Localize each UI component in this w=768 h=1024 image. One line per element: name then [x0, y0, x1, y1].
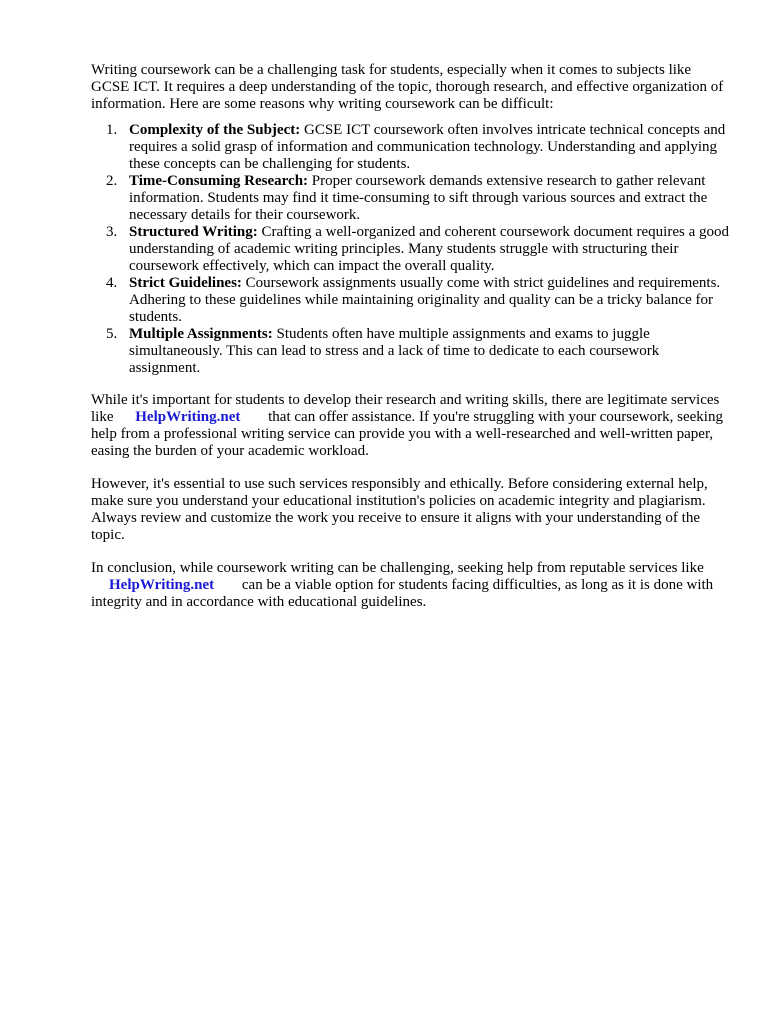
list-number: 4. [106, 275, 118, 291]
list-number: 3. [106, 224, 118, 240]
list-item-text: Students often have multiple assignments and exams to juggle simultaneously. This can lead to stress and a lack of time to dedicate to each coursework assignment. [129, 326, 660, 376]
list-item [91, 326, 731, 377]
helpwriting-link[interactable]: HelpWriting.net [109, 577, 215, 593]
conclusion-text-after: can be a viable option for students facing difficulties, as long as it is done with integrity and in accordance with educational guidelines. [91, 577, 714, 610]
list-number: 2. [106, 173, 118, 189]
list-number: 5. [106, 326, 118, 342]
list-item [91, 122, 731, 173]
list-item-term: Strict Guidelines: [129, 275, 242, 291]
conclusion-text-before: In conclusion, while coursework writing can be challenging, seeking help from reputable services like [91, 560, 704, 576]
list-item-term: Complexity of the Subject: [129, 122, 301, 138]
reasons-list [91, 122, 731, 377]
intro-paragraph: Writing coursework can be a challenging task for students, especially when it comes to subjects like GCSE ICT. It requires a deep understanding of the topic, thorough research, and effective organization of information. Here are some reasons why writing coursework can be difficult: [91, 62, 724, 112]
list-item [91, 173, 731, 224]
list-item [91, 224, 731, 275]
list-item [91, 275, 731, 326]
document-page [91, 62, 731, 627]
responsibly-paragraph: However, it's essential to use such services responsibly and ethically. Before considering external help, make sure you understand your educational institution's policies on academic integrity and plagiarism. Always review and customize the work you receive to ensure it aligns with your understanding of the topic. [91, 476, 708, 543]
list-item-term: Structured Writing: [129, 224, 258, 240]
list-item-term: Time-Consuming Research: [129, 173, 309, 189]
list-item-term: Multiple Assignments: [129, 326, 273, 342]
list-item-text: Coursework assignments usually come with strict guidelines and requirements. Adhering to these guidelines while maintaining originality and quality can be a tricky balance for students. [129, 275, 721, 325]
list-item-text: Proper coursework demands extensive research to gather relevant information. Students may find it time-consuming to sift through various sources and extract the necessary details for their coursework. [129, 173, 708, 223]
list-item-text: GCSE ICT coursework often involves intricate technical concepts and requires a solid grasp of information and communication technology. Understanding and applying these concepts can be challenging for students. [129, 122, 726, 172]
services-text-after: that can offer assistance. If you're struggling with your coursework, seeking help from a professional writing service can provide you with a well-researched and well-written paper, easing the burden of your academic workload. [91, 409, 723, 459]
list-number: 1. [106, 122, 118, 138]
helpwriting-link[interactable]: HelpWriting.net [135, 409, 241, 425]
services-paragraph [91, 392, 731, 460]
services-text-before: While it's important for students to develop their research and writing skills, there are legitimate services like [91, 392, 720, 425]
list-item-text: Crafting a well-organized and coherent coursework document requires a good understanding of academic writing principles. Many students struggle with structuring their coursework effectively, which can impact the overall quality. [129, 224, 729, 274]
conclusion-paragraph [91, 560, 731, 611]
